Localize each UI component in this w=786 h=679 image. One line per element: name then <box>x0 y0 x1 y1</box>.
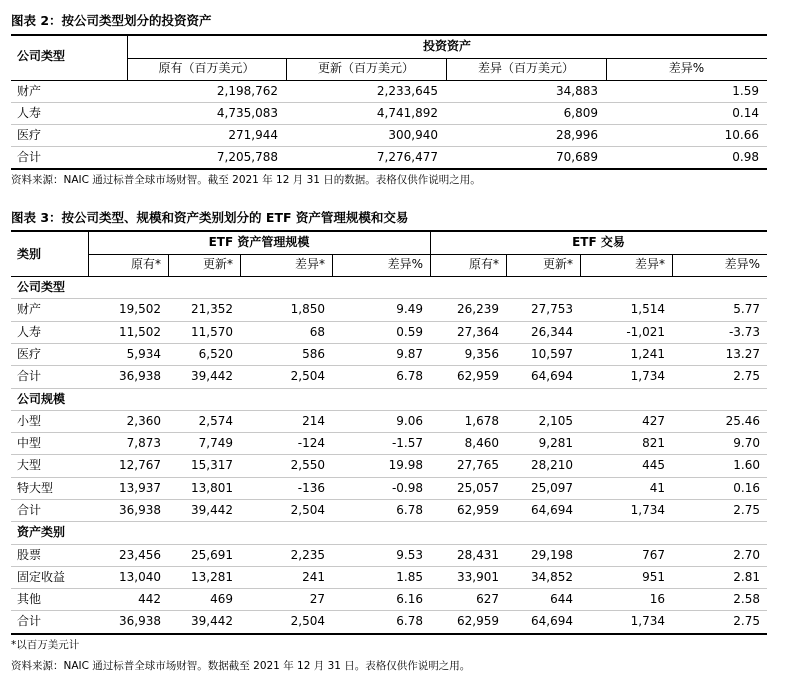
t3-value-cell: 1.85 <box>396 570 423 584</box>
t3-section-header: 公司规模 <box>17 391 66 406</box>
t3-value-cell: 627 <box>476 592 499 606</box>
t3-row-label: 大型 <box>17 458 42 472</box>
t3-value-cell: 64,694 <box>531 369 573 383</box>
t2-value-cell: 300,940 <box>388 128 438 142</box>
table2-row-header: 公司类型 <box>17 49 66 63</box>
t3-column-header: 差异* <box>294 257 325 271</box>
t3-value-cell: 6.78 <box>396 369 423 383</box>
t2-value-cell: 2,198,762 <box>216 84 278 98</box>
rule-line <box>11 276 767 277</box>
t3-column-header: 原有* <box>130 257 161 271</box>
t3-row-label: 固定收益 <box>17 570 66 584</box>
t3-value-cell: 28,431 <box>457 548 499 562</box>
t2-column-header: 差异% <box>668 61 705 75</box>
table3-footnote: *以百万美元计 <box>11 639 80 651</box>
t3-value-cell: 9.49 <box>396 302 423 316</box>
t3-value-cell: 15,317 <box>191 458 233 472</box>
t3-value-cell: 2.75 <box>733 369 760 383</box>
t3-value-cell: -136 <box>297 481 325 495</box>
t3-section-header: 资产类别 <box>17 525 66 540</box>
t3-value-cell: 214 <box>302 414 325 428</box>
t3-column-header: 差异% <box>724 257 760 271</box>
t2-value-cell: 0.98 <box>732 150 759 164</box>
table3-bottom-rule <box>11 633 767 635</box>
t3-value-cell: 36,938 <box>119 614 161 628</box>
t3-value-cell: 28,210 <box>531 458 573 472</box>
t3-value-cell: 13,281 <box>191 570 233 584</box>
table2-bottom-rule <box>11 168 767 170</box>
column-divider <box>446 58 447 80</box>
t3-column-header: 差异* <box>634 257 665 271</box>
t3-value-cell: 644 <box>550 592 573 606</box>
t3-value-cell: 821 <box>642 436 665 450</box>
t3-value-cell: 12,767 <box>119 458 161 472</box>
t3-value-cell: 13,937 <box>119 481 161 495</box>
t3-value-cell: 6.78 <box>396 503 423 517</box>
t3-value-cell: 25,691 <box>191 548 233 562</box>
t3-value-cell: 25,057 <box>457 481 499 495</box>
t3-row-label: 财产 <box>17 302 42 316</box>
t3-value-cell: 1,678 <box>464 414 499 428</box>
t3-column-header: 差异% <box>387 257 423 271</box>
t2-row-label: 人寿 <box>17 106 42 120</box>
t3-row-label: 人寿 <box>17 325 42 339</box>
t2-value-cell: 6,809 <box>563 106 598 120</box>
t3-value-cell: -3.73 <box>728 325 760 339</box>
t3-value-cell: 1.60 <box>733 458 760 472</box>
t2-row-label: 合计 <box>17 150 42 164</box>
t3-value-cell: 39,442 <box>191 503 233 517</box>
t3-section-header: 公司类型 <box>17 280 66 294</box>
t2-value-cell: 4,735,083 <box>216 106 278 120</box>
t3-value-cell: 62,959 <box>457 614 499 628</box>
t3-value-cell: -124 <box>297 436 325 450</box>
t3-value-cell: 427 <box>642 414 665 428</box>
t3-row-label: 股票 <box>17 548 42 562</box>
t3-value-cell: 36,938 <box>119 503 161 517</box>
t2-value-cell: 7,205,788 <box>216 150 278 164</box>
column-divider <box>606 58 607 80</box>
t3-row-label: 合计 <box>17 503 42 517</box>
t3-value-cell: 469 <box>210 592 233 606</box>
t3-value-cell: 19,502 <box>119 302 161 316</box>
t2-value-cell: 1.59 <box>732 84 759 98</box>
table3-title: 图表 3：按公司类型、规模和资产类别划分的 ETF 资产管理规模和交易 <box>11 210 409 225</box>
t3-value-cell: 2,550 <box>290 458 325 472</box>
row-divider <box>11 388 767 389</box>
t3-row-label: 其他 <box>17 592 42 606</box>
t3-row-label: 小型 <box>17 414 42 428</box>
column-divider <box>240 254 241 276</box>
t3-value-cell: 2,235 <box>290 548 325 562</box>
t3-value-cell: 9,356 <box>464 347 499 361</box>
t3-value-cell: 2,504 <box>290 614 325 628</box>
t2-value-cell: 271,944 <box>228 128 278 142</box>
t3-value-cell: 442 <box>138 592 161 606</box>
t3-value-cell: 2,504 <box>290 503 325 517</box>
t2-value-cell: 70,689 <box>556 150 598 164</box>
t3-value-cell: 29,198 <box>531 548 573 562</box>
t3-value-cell: -0.98 <box>391 481 423 495</box>
t3-value-cell: 6.78 <box>396 614 423 628</box>
t3-column-header: 原有* <box>468 257 499 271</box>
t3-value-cell: 1,734 <box>630 614 665 628</box>
t3-value-cell: 2.58 <box>733 592 760 606</box>
t3-value-cell: 41 <box>649 481 665 495</box>
t2-value-cell: 10.66 <box>724 128 759 142</box>
t3-value-cell: 586 <box>302 347 325 361</box>
t3-value-cell: 7,873 <box>126 436 161 450</box>
t3-value-cell: 62,959 <box>457 369 499 383</box>
t3-value-cell: 39,442 <box>191 369 233 383</box>
t3-value-cell: 34,852 <box>531 570 573 584</box>
t3-column-header: 更新* <box>202 257 233 271</box>
t2-value-cell: 2,233,645 <box>376 84 438 98</box>
t3-value-cell: 7,749 <box>198 436 233 450</box>
t3-value-cell: 11,570 <box>191 325 233 339</box>
t3-value-cell: 27,753 <box>531 302 573 316</box>
column-divider <box>168 254 169 276</box>
column-divider <box>506 254 507 276</box>
t3-value-cell: 9.06 <box>396 414 423 428</box>
t3-value-cell: 2.75 <box>733 503 760 517</box>
t3-value-cell: 25.46 <box>725 414 760 428</box>
t3-value-cell: 13,801 <box>191 481 233 495</box>
t2-row-label: 财产 <box>17 84 42 98</box>
t3-value-cell: 11,502 <box>119 325 161 339</box>
t3-value-cell: 9.87 <box>396 347 423 361</box>
t3-value-cell: 19.98 <box>388 458 423 472</box>
table2-group-header: 投资资产 <box>422 39 471 53</box>
t3-value-cell: 23,456 <box>119 548 161 562</box>
t3-value-cell: 64,694 <box>531 503 573 517</box>
t3-value-cell: 27,364 <box>457 325 499 339</box>
t3-value-cell: 6,520 <box>198 347 233 361</box>
table3-source-note: 资料来源：NAIC 通过标普全球市场财智。数据截至 2021 年 12 月 31 日。表格仅供作说明之用。 <box>11 660 471 672</box>
column-divider <box>332 254 333 276</box>
t3-value-cell: 951 <box>642 570 665 584</box>
t3-value-cell: 0.16 <box>733 481 760 495</box>
t3-value-cell: -1,021 <box>626 325 665 339</box>
t3-value-cell: 36,938 <box>119 369 161 383</box>
t3-value-cell: 26,239 <box>457 302 499 316</box>
t3-value-cell: 767 <box>642 548 665 562</box>
table2-title: 图表 2：按公司类型划分的投资资产 <box>11 13 212 28</box>
t3-value-cell: 62,959 <box>457 503 499 517</box>
t3-value-cell: 445 <box>642 458 665 472</box>
t3-value-cell: 13.27 <box>725 347 760 361</box>
t3-value-cell: 1,514 <box>630 302 665 316</box>
t3-row-label: 特大型 <box>17 481 54 495</box>
t3-group-header: ETF 交易 <box>572 235 625 249</box>
t3-value-cell: 39,442 <box>191 614 233 628</box>
t3-value-cell: 2,574 <box>198 414 233 428</box>
t3-value-cell: 241 <box>302 570 325 584</box>
t2-value-cell: 34,883 <box>556 84 598 98</box>
t3-value-cell: 6.16 <box>396 592 423 606</box>
t2-value-cell: 7,276,477 <box>376 150 438 164</box>
t3-value-cell: 27 <box>309 592 325 606</box>
t3-value-cell: 9,281 <box>538 436 573 450</box>
t3-value-cell: 68 <box>309 325 325 339</box>
t3-value-cell: 9.70 <box>733 436 760 450</box>
t2-column-header: 更新（百万美元） <box>317 61 414 75</box>
t3-value-cell: 2,105 <box>538 414 573 428</box>
table3-row-header: 类别 <box>17 247 42 261</box>
t2-value-cell: 4,741,892 <box>376 106 438 120</box>
t3-value-cell: 1,734 <box>630 503 665 517</box>
t3-value-cell: 9.53 <box>396 548 423 562</box>
t3-row-label: 合计 <box>17 369 42 383</box>
t3-value-cell: 2,504 <box>290 369 325 383</box>
t3-value-cell: 8,460 <box>464 436 499 450</box>
row-divider <box>11 521 767 522</box>
t3-value-cell: 2.75 <box>733 614 760 628</box>
column-divider <box>286 58 287 80</box>
t3-value-cell: 1,734 <box>630 369 665 383</box>
t3-value-cell: 2.81 <box>733 570 760 584</box>
t2-column-header: 原有（百万美元） <box>158 61 255 75</box>
t2-row-label: 医疗 <box>17 128 42 142</box>
t3-value-cell: 25,097 <box>531 481 573 495</box>
t3-value-cell: 26,344 <box>531 325 573 339</box>
t3-value-cell: 10,597 <box>531 347 573 361</box>
t3-value-cell: 21,352 <box>191 302 233 316</box>
t3-value-cell: 5.77 <box>733 302 760 316</box>
t2-value-cell: 28,996 <box>556 128 598 142</box>
t3-value-cell: 16 <box>649 592 665 606</box>
t3-value-cell: 1,241 <box>630 347 665 361</box>
t3-value-cell: 13,040 <box>119 570 161 584</box>
t3-row-label: 合计 <box>17 614 42 628</box>
t3-value-cell: 1,850 <box>290 302 325 316</box>
t2-column-header: 差异（百万美元） <box>477 61 574 75</box>
t3-column-header: 更新* <box>542 257 573 271</box>
t3-value-cell: 27,765 <box>457 458 499 472</box>
t3-group-header: ETF 资产管理规模 <box>208 235 310 249</box>
t3-value-cell: 5,934 <box>126 347 161 361</box>
t3-value-cell: 64,694 <box>531 614 573 628</box>
table2-source-note: 资料来源：NAIC 通过标普全球市场财智。截至 2021 年 12 月 31 日的数据。表格仅供作说明之用。 <box>11 174 481 186</box>
t3-value-cell: -1.57 <box>391 436 423 450</box>
t3-value-cell: 33,901 <box>457 570 499 584</box>
t3-value-cell: 2,360 <box>126 414 161 428</box>
column-divider <box>580 254 581 276</box>
t2-value-cell: 0.14 <box>732 106 759 120</box>
t3-row-label: 中型 <box>17 436 42 450</box>
column-divider <box>672 254 673 276</box>
t3-value-cell: 0.59 <box>396 325 423 339</box>
t3-row-label: 医疗 <box>17 347 42 361</box>
t3-value-cell: 2.70 <box>733 548 760 562</box>
